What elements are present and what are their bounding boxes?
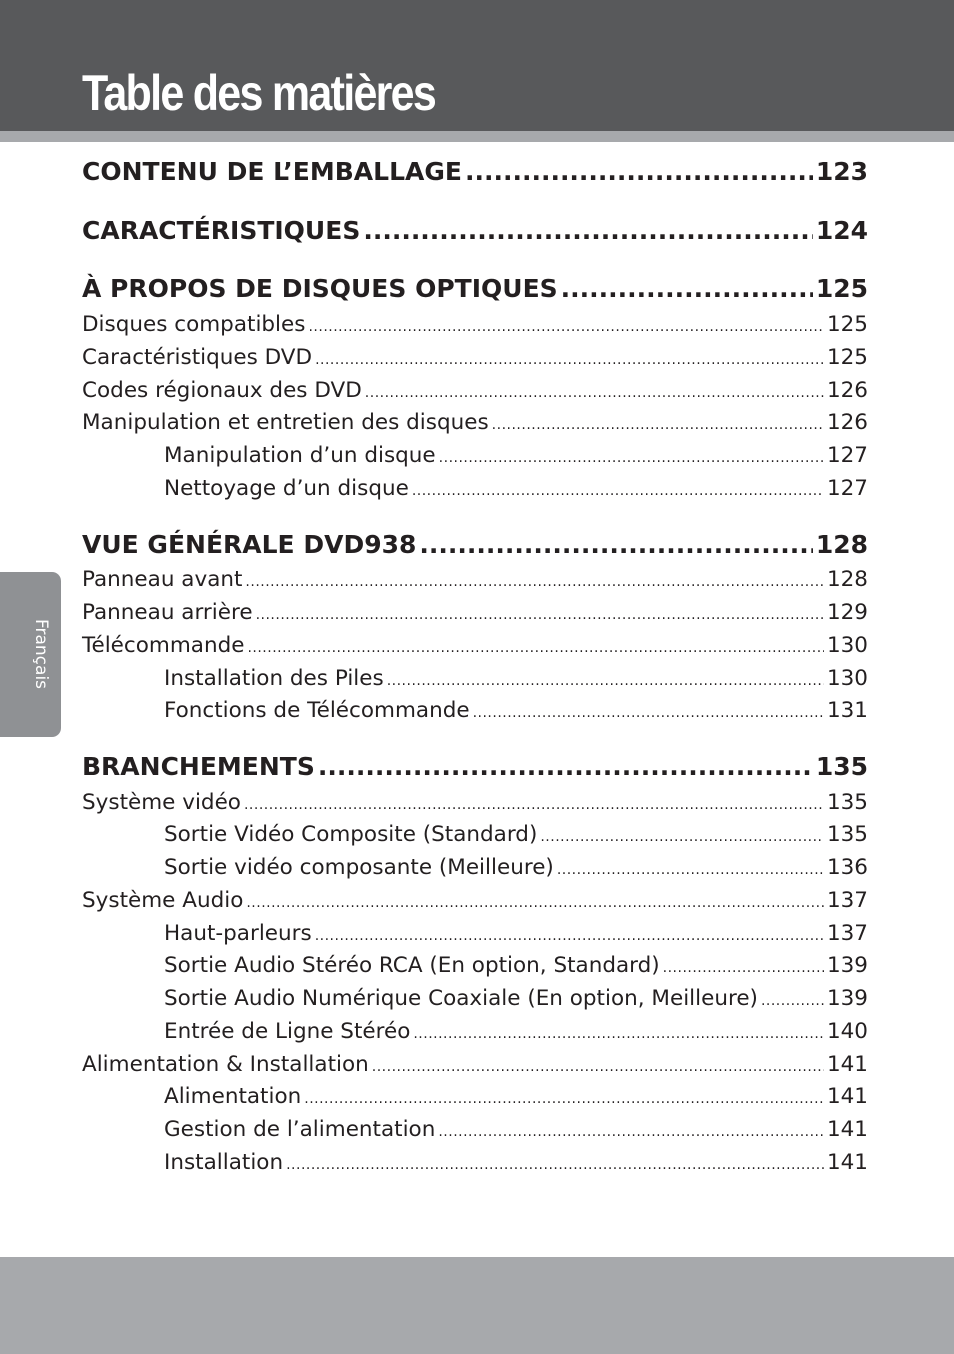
toc-entry-nested[interactable] [164, 822, 868, 852]
toc-entry-label: Codes régionaux des DVD [82, 378, 362, 403]
toc-entry[interactable] [82, 312, 868, 342]
toc-entry[interactable] [82, 378, 868, 408]
toc-entry-major[interactable] [82, 274, 868, 310]
toc-dot-leader [246, 895, 824, 911]
toc-entry[interactable] [82, 600, 868, 630]
toc-entry-page: 126 [826, 378, 868, 403]
toc-entry-label: Sortie Audio Numérique Coaxiale (En option, Meilleure) [164, 986, 758, 1011]
toc-entry[interactable] [82, 345, 868, 375]
toc-entry-major[interactable] [82, 752, 868, 788]
toc-entry-nested[interactable] [164, 1117, 868, 1147]
toc-dot-leader [318, 752, 813, 781]
footer-bar [0, 1257, 954, 1354]
toc-entry-major[interactable] [82, 530, 868, 566]
toc-entry-nested[interactable] [164, 1019, 868, 1049]
toc-entry-page: 141 [826, 1117, 868, 1142]
toc-entry-page: 124 [815, 216, 868, 245]
toc-entry-label: Entrée de Ligne Stéréo [164, 1019, 411, 1044]
toc-entry-page: 137 [826, 921, 868, 946]
toc-dot-leader [465, 157, 813, 186]
toc-entry-label: Système Audio [82, 888, 244, 913]
toc-entry-label: Panneau arrière [82, 600, 253, 625]
toc-entry-nested[interactable] [164, 443, 868, 473]
toc-dot-leader [244, 797, 824, 813]
toc-entry-page: 140 [826, 1019, 868, 1044]
toc-entry-label: CARACTÉRISTIQUES [82, 216, 361, 245]
toc-entry-label: Alimentation [164, 1084, 302, 1109]
page-title: Table des matières [82, 65, 436, 121]
toc-dot-leader [438, 1124, 824, 1140]
toc-entry-label: Manipulation d’un disque [164, 443, 436, 468]
toc-entry[interactable] [82, 1052, 868, 1082]
toc-entry-label: Sortie Vidéo Composite (Standard) [164, 822, 538, 847]
toc-entry-label: À PROPOS DE DISQUES OPTIQUES [82, 274, 558, 303]
toc-entry-page: 128 [815, 530, 868, 559]
toc-entry-label: Installation des Piles [164, 666, 384, 691]
toc-entry-label: Gestion de l’alimentation [164, 1117, 436, 1142]
toc-entry-page: 141 [826, 1084, 868, 1109]
toc-entry-page: 129 [826, 600, 868, 625]
toc-entry-label: BRANCHEMENTS [82, 752, 315, 781]
toc-entry-nested[interactable] [164, 1150, 868, 1180]
toc-entry-page: 131 [826, 698, 868, 723]
toc-dot-leader [245, 574, 824, 590]
toc-entry-page: 125 [815, 274, 868, 303]
toc-entry-nested[interactable] [164, 921, 868, 951]
toc-dot-leader [308, 319, 823, 335]
toc-entry-page: 127 [826, 476, 868, 501]
toc-dot-leader [439, 450, 824, 466]
toc-entry-label: Manipulation et entretien des disques [82, 410, 489, 435]
toc-entry-label: VUE GÉNÉRALE DVD938 [82, 530, 417, 559]
toc-entry-label: Sortie Audio Stéréo RCA (En option, Standard) [164, 953, 660, 978]
toc-entry-label: Télécommande [82, 633, 245, 658]
toc-entry-page: 127 [826, 443, 868, 468]
toc-dot-leader [363, 216, 812, 245]
toc-entry-page: 130 [826, 666, 868, 691]
toc-dot-leader [492, 417, 824, 433]
toc-entry-page: 135 [826, 790, 868, 815]
toc-entry-page: 128 [826, 567, 868, 592]
toc-dot-leader [540, 829, 824, 845]
toc-entry-page: 139 [826, 953, 868, 978]
toc-entry-label: Fonctions de Télécommande [164, 698, 470, 723]
toc-entry-nested[interactable] [164, 666, 868, 696]
toc-dot-leader [419, 530, 812, 559]
toc-entry-major[interactable] [82, 216, 868, 252]
toc-entry[interactable] [82, 410, 868, 440]
toc-entry-label: Nettoyage d’un disque [164, 476, 409, 501]
toc-entry-page: 141 [826, 1052, 868, 1077]
toc-entry[interactable] [82, 790, 868, 820]
toc-entry-page: 139 [826, 986, 868, 1011]
toc-dot-leader [412, 483, 824, 499]
toc-dot-leader [286, 1157, 824, 1173]
toc-entry[interactable] [82, 633, 868, 663]
language-side-tab-label: Français [31, 618, 51, 690]
toc-entry-label: Caractéristiques DVD [82, 345, 313, 370]
toc-entry-major[interactable] [82, 157, 868, 193]
toc-entry-label: Installation [164, 1150, 284, 1175]
toc-entry-nested[interactable] [164, 986, 868, 1016]
toc-dot-leader [315, 352, 824, 368]
toc-entry-nested[interactable] [164, 953, 868, 983]
toc-dot-leader [473, 705, 824, 721]
toc-dot-leader [247, 640, 824, 656]
toc-entry-label: CONTENU DE L’EMBALLAGE [82, 157, 462, 186]
toc-entry-page: 137 [826, 888, 868, 913]
toc-dot-leader [372, 1059, 824, 1075]
toc-entry-page: 123 [815, 157, 868, 186]
toc-entry-nested[interactable] [164, 698, 868, 728]
toc-entry-page: 141 [826, 1150, 868, 1175]
toc-entry[interactable] [82, 888, 868, 918]
toc-entry-label: Alimentation & Installation [82, 1052, 369, 1077]
toc-entry-label: Panneau avant [82, 567, 243, 592]
toc-dot-leader [557, 862, 824, 878]
toc-dot-leader [315, 928, 824, 944]
toc-entry-page: 135 [826, 822, 868, 847]
toc-entry-page: 125 [826, 312, 868, 337]
toc-dot-leader [413, 1026, 824, 1042]
toc-entry-nested[interactable] [164, 1084, 868, 1114]
toc-entry-label: Sortie vidéo composante (Meilleure) [164, 855, 554, 880]
toc-entry-label: Système vidéo [82, 790, 241, 815]
toc-entry-page: 130 [826, 633, 868, 658]
toc-dot-leader [387, 673, 824, 689]
toc-entry-page: 135 [815, 752, 868, 781]
toc-dot-leader [561, 274, 813, 303]
toc-entry-page: 125 [826, 345, 868, 370]
toc-dot-leader [304, 1091, 824, 1107]
toc-entry[interactable] [82, 567, 868, 597]
toc-entry-nested[interactable] [164, 855, 868, 885]
header-divider-band [0, 131, 954, 142]
toc-entry-nested[interactable] [164, 476, 868, 506]
toc-entry-label: Haut-parleurs [164, 921, 312, 946]
toc-entry-page: 136 [826, 855, 868, 880]
toc-dot-leader [256, 607, 824, 623]
toc-dot-leader [365, 385, 824, 401]
toc-dot-leader [761, 993, 824, 1009]
toc-dot-leader [663, 960, 824, 976]
toc-entry-label: Disques compatibles [82, 312, 306, 337]
toc-entry-page: 126 [826, 410, 868, 435]
